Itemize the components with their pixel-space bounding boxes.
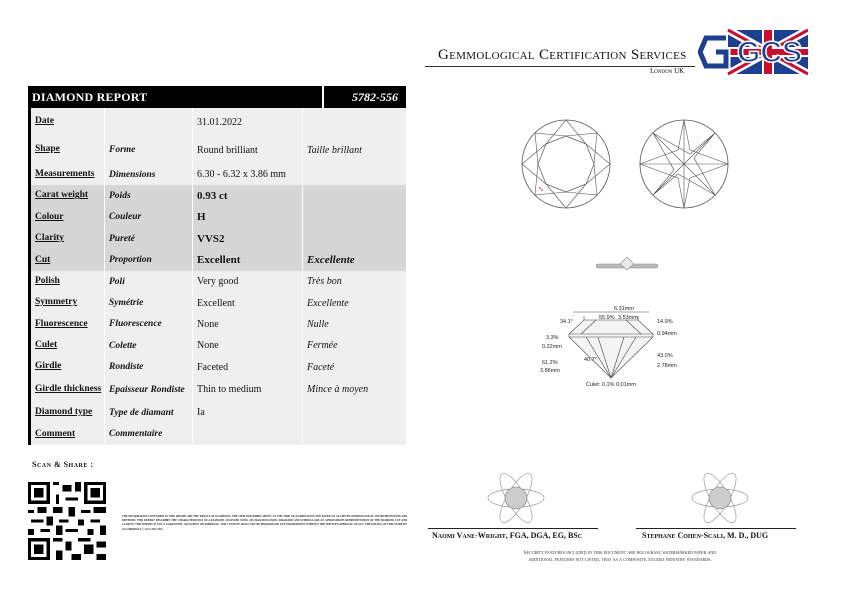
signature-line-right — [636, 528, 796, 529]
diameter-label: 6.31mm — [614, 306, 634, 312]
row-diamond-type — [31, 402, 406, 423]
header-separator — [322, 86, 324, 108]
row-shape — [31, 136, 406, 164]
row-comment — [31, 423, 406, 445]
organization-title: Gemmological Certification Services — [438, 47, 687, 63]
value: 31.01.2022 — [197, 116, 242, 128]
label-en: Measurements — [35, 168, 95, 179]
value: 0.93 ct — [197, 190, 228, 203]
label-fr: Commentaire — [109, 429, 163, 440]
row-date — [31, 108, 406, 136]
value-fr: Nulle — [307, 318, 329, 330]
crown-height-mm-label: 0.94mm — [657, 331, 677, 337]
value: Very good — [197, 276, 239, 288]
value: H — [197, 211, 206, 224]
value: Thin to medium — [197, 384, 262, 396]
gcs-logo — [698, 28, 808, 76]
value: 6.30 - 6.32 x 3.86 mm — [197, 169, 286, 181]
label-en: Colour — [35, 211, 64, 222]
row-carat-weight — [31, 185, 406, 206]
label-fr: Poids — [109, 191, 131, 202]
value: None — [197, 318, 219, 330]
label-en: Shape — [35, 144, 60, 155]
organization-location: London UK — [650, 67, 685, 75]
pavilion-angle-label: 40.7° — [584, 357, 597, 363]
label-en: Fluorescence — [35, 318, 88, 329]
signature-line-left — [428, 528, 598, 529]
signer-left: Naomi Vane-Wright, FGA, DGA, EG, BSc — [432, 531, 583, 540]
scan-share-label: Scan & Share : — [32, 460, 94, 469]
label-en: Symmetry — [35, 297, 78, 308]
row-measurements — [31, 164, 406, 185]
total-depth-pct-label: 61.2% — [542, 360, 558, 366]
report-rows — [28, 108, 406, 445]
value: Excellent — [197, 254, 241, 267]
label-en: Cut — [35, 254, 51, 265]
table-mm-label: 3.53mm — [618, 315, 638, 321]
label-en: Diamond type — [35, 406, 93, 417]
qr-code[interactable] — [28, 482, 106, 560]
value: Ia — [197, 407, 205, 419]
label-en: Polish — [35, 275, 60, 286]
row-fluorescence — [31, 314, 406, 335]
row-symmetry — [31, 292, 406, 313]
pavilion-depth-pct-label: 43.0% — [657, 353, 673, 359]
seal-emblem-left — [486, 468, 546, 528]
label-en: Date — [35, 116, 54, 127]
label-en: Clarity — [35, 233, 65, 244]
security-notice: Security features included in this document are hologram, watermarked paper and additional features not listed, that as a composite, exceed industry standards. — [523, 551, 717, 563]
girdle-mm-label: 0.22mm — [542, 344, 562, 350]
girdle-pct-label: 3.3% — [546, 335, 559, 341]
label-fr: Fluorescence — [109, 319, 162, 330]
disclaimer-fineprint: THE INFORMATION CONTAINED IN THIS REPORT ARE THE RESULT OF EXAMINING THE ITEM DESCRIBED ABOVE, AT THE TIME OF EXAMINATION AND BASED ON ACCEPTED GEMMOLOGICAL INSTRUMENTATION AND METHODS. THIS REPORT DESCRIBES THE CHARACTERISTICS OF A DIAMOND ANALYSED USING 10X MAGNIFICATION, DIAGRAMS AND SYMBOLS ARE AN APPROXIMATE REPRESENTATION OF THE DIAMOND CUT AND CLARITY. THIS REPORT IS NOT A GUARANTEE, VALUATION OR APPRAISAL. THE CONTENT SHALL NOT BE REPRODUCED ANY INFORMATION WITHOUT THE WRITTEN APPROVAL OF GCS. THE ISSUING OF THIS GUIDE BY ACCORDINGLY, © GCS 2022-2023 — [122, 515, 407, 531]
value-fr: Mince à moyen — [307, 384, 369, 396]
row-girdle — [31, 357, 406, 378]
label-fr: Proportion — [109, 255, 152, 266]
label-fr: Couleur — [109, 212, 142, 223]
row-colour — [31, 207, 406, 228]
label-fr: Type de diamant — [109, 407, 174, 418]
label-fr: Epaisseur Rondiste — [109, 384, 185, 395]
label-fr: Colette — [109, 340, 137, 351]
value: Excellent — [197, 297, 235, 309]
crown-height-pct-label: 14.9% — [657, 319, 673, 325]
report-header — [28, 86, 406, 108]
label-fr: Forme — [109, 145, 136, 155]
value-fr: Excellente — [307, 297, 349, 309]
value: None — [197, 340, 219, 352]
label-fr: Symétrie — [109, 298, 144, 309]
culet-label: Culet: 0.1% 0.01mm — [586, 382, 636, 388]
crown-angle-label: 34.1° — [560, 319, 573, 325]
report-title: DIAMOND REPORT — [32, 89, 148, 104]
label-fr: Pureté — [109, 233, 135, 244]
label-en: Culet — [35, 340, 58, 351]
column-divider — [104, 108, 105, 442]
column-divider — [302, 108, 303, 442]
total-depth-mm-label: 3.86mm — [540, 368, 560, 374]
ring-image — [596, 256, 658, 272]
row-polish — [31, 271, 406, 292]
label-fr: Rondiste — [109, 362, 144, 373]
pavilion-plot-diagram — [638, 118, 730, 210]
label-fr: Dimensions — [109, 169, 156, 180]
logo-lettering: GCS — [737, 36, 803, 69]
row-girdle-thickness — [31, 378, 406, 402]
label-en: Carat weight — [35, 190, 89, 201]
label-en: Girdle — [35, 361, 62, 372]
row-culet — [31, 335, 406, 356]
label-en: Girdle thickness — [35, 384, 102, 395]
value-fr: Taille brillant — [307, 144, 362, 156]
proportion-diagram — [526, 306, 686, 390]
signer-right: Stephane Cohen-Scali, M. D., DUG — [642, 531, 769, 540]
label-en: Comment — [35, 428, 76, 439]
value-fr: Très bon — [307, 276, 342, 288]
table-pct-label: 55.9% — [599, 315, 615, 321]
label-fr: Poli — [109, 276, 125, 287]
diamond-report-table — [28, 86, 406, 445]
value: Faceted — [197, 361, 229, 373]
value-fr: Faceté — [307, 361, 335, 373]
row-clarity — [31, 228, 406, 249]
column-divider — [192, 108, 193, 442]
value: VVS2 — [197, 232, 225, 245]
crown-plot-diagram — [520, 118, 612, 210]
pavilion-depth-mm-label: 2.78mm — [657, 363, 677, 369]
value-fr: Excellente — [307, 254, 355, 267]
report-number: 5782-556 — [352, 89, 398, 104]
seal-emblem-right — [690, 468, 750, 528]
value: Round brilliant — [197, 144, 258, 156]
value-fr: Fermée — [307, 340, 338, 352]
row-cut — [31, 250, 406, 271]
